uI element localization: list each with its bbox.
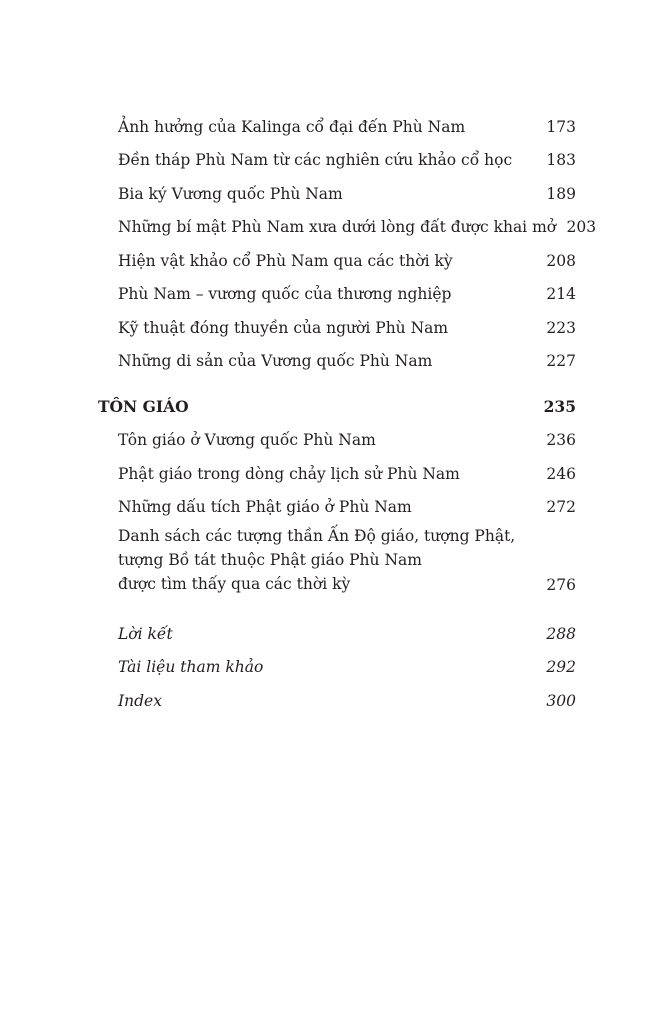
toc-back-matter-entry — [98, 611, 576, 645]
toc-entry-title: Những bí mật Phù Nam xưa dưới lòng đất được khai mở — [118, 218, 557, 236]
toc-entry-title: Bia ký Vương quốc Phù Nam — [118, 184, 343, 203]
toc-entry-title: Tài liệu tham khảo — [118, 658, 264, 676]
toc-entry — [98, 138, 576, 172]
toc-entry — [98, 238, 576, 272]
toc-entry-page: 208 — [546, 251, 576, 270]
toc-entry — [98, 451, 576, 485]
toc-section-heading — [98, 384, 576, 418]
toc-entry-page: 300 — [546, 691, 576, 710]
toc-back-matter-entry — [98, 645, 576, 679]
toc-entry-page: 189 — [546, 184, 576, 203]
toc-entry-page: 183 — [546, 151, 576, 169]
toc-entry — [98, 171, 576, 205]
toc-entry-multiline — [98, 518, 576, 599]
toc-entry-title: Những dấu tích Phật giáo ở Phù Nam — [118, 498, 412, 516]
toc-back-matter-entry — [98, 678, 576, 712]
toc-entry-title: Hiện vật khảo cổ Phù Nam qua các thời kỳ — [118, 251, 453, 270]
toc-entry-title: Phật giáo trong dòng chảy lịch sử Phù Nam — [118, 464, 460, 483]
toc-entry-page: 236 — [546, 431, 576, 449]
toc-entry-page: 227 — [546, 352, 576, 370]
toc-entry-title — [98, 524, 515, 596]
toc-entry-line: tượng Bồ tát thuộc Phật giáo Phù Nam — [118, 551, 422, 569]
toc-entry-page: 272 — [546, 498, 576, 516]
toc-entry-title: Ảnh hưởng của Kalinga cổ đại đến Phù Nam — [118, 117, 466, 136]
toc-entry — [98, 485, 576, 519]
toc-entry — [98, 305, 576, 339]
toc-entry — [98, 205, 597, 239]
toc-entry — [98, 418, 576, 452]
toc-entry-title: Đền tháp Phù Nam từ các nghiên cứu khảo cổ học — [118, 151, 513, 169]
toc-entry — [98, 339, 576, 373]
toc-entry-page: 173 — [546, 117, 576, 136]
toc-entry-page: 276 — [546, 576, 576, 594]
toc-entry-title: Phù Nam – vương quốc của thương nghiệp — [118, 285, 452, 303]
toc-entry-page: 292 — [546, 658, 576, 676]
toc-entry — [98, 272, 576, 306]
toc-entry-title: Index — [118, 691, 162, 710]
toc-entry-page: 288 — [546, 624, 576, 643]
toc-entry-page: 223 — [546, 318, 576, 337]
section-page: 235 — [543, 396, 576, 416]
table-of-contents — [98, 104, 597, 712]
toc-entry-line: được tìm thấy qua các thời kỳ — [118, 575, 351, 593]
toc-entry-line: Danh sách các tượng thần Ấn Độ giáo, tượng Phật, — [118, 527, 516, 545]
toc-entry-page: 246 — [546, 464, 576, 483]
section-title: TÔN GIÁO — [98, 396, 189, 416]
toc-entry-page: 203 — [566, 218, 597, 236]
toc-entry-page: 214 — [546, 285, 576, 303]
toc-entry — [98, 104, 576, 138]
toc-entry-title: Lời kết — [118, 624, 173, 643]
toc-entry-title: Tôn giáo ở Vương quốc Phù Nam — [118, 431, 376, 449]
toc-entry-title: Kỹ thuật đóng thuyền của người Phù Nam — [118, 318, 449, 337]
toc-entry-title: Những di sản của Vương quốc Phù Nam — [118, 352, 433, 370]
